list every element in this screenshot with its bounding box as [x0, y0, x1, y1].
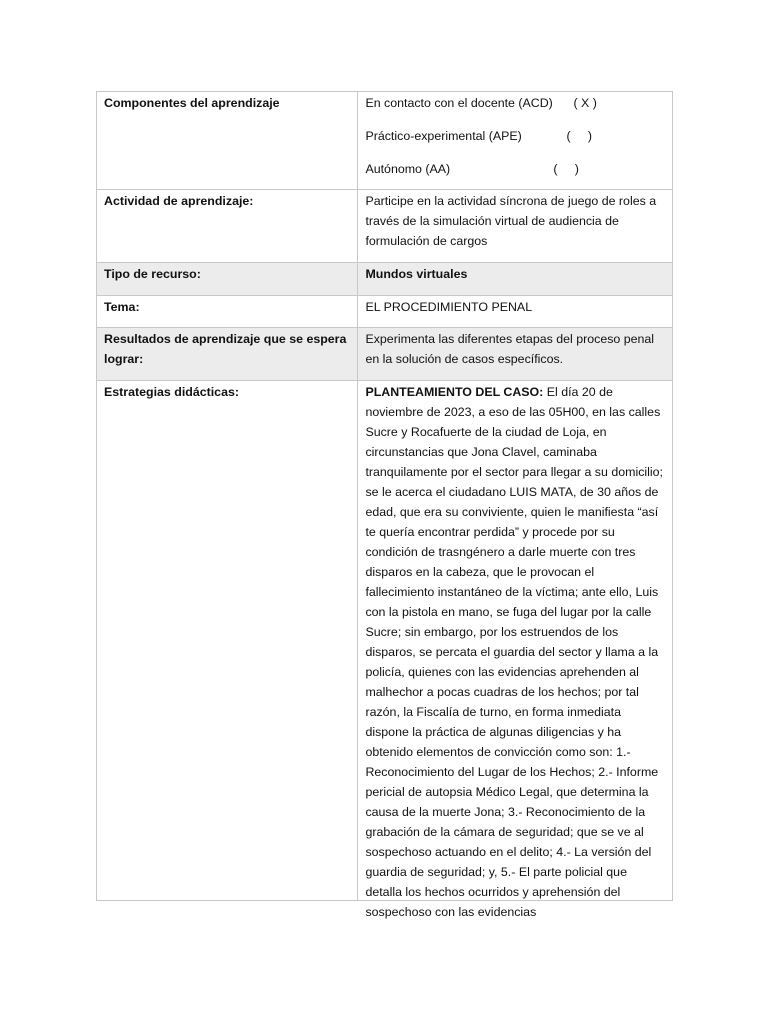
case-text-block	[365, 382, 665, 919]
option-aa: Autónomo (AA) ( )	[365, 162, 579, 176]
table-row	[97, 263, 673, 296]
learning-outcomes-value: Experimenta las diferentes etapas del proceso penal en la solución de casos específicos.	[358, 328, 673, 381]
row-label: Tipo de recurso:	[97, 263, 358, 296]
option-ape: Práctico-experimental (APE) ( )	[365, 129, 592, 143]
activity-value: Participe en la actividad síncrona de juego de roles a través de la simulación virtual de audiencia de formulación de cargos	[358, 190, 673, 263]
learning-activity-table	[96, 91, 673, 919]
resource-type-value: Mundos virtuales	[358, 263, 673, 296]
table-row	[97, 328, 673, 381]
topic-value: EL PROCEDIMIENTO PENAL	[358, 296, 673, 328]
row-label: Resultados de aprendizaje que se espera lograr:	[97, 328, 358, 381]
table-row	[97, 190, 673, 263]
table-row	[97, 92, 673, 190]
learning-components-options	[358, 92, 673, 190]
row-label: Tema:	[97, 296, 358, 328]
case-statement	[358, 381, 673, 919]
case-heading: PLANTEAMIENTO DEL CASO:	[365, 385, 544, 399]
case-body: El día 20 de noviembre de 2023, a eso de las 05H00, en las calles Sucre y Rocafuerte de la ciudad de Loja, en circunstancias que Jona Clavel, caminaba tranquilamente por el sector para llegar a su domicilio; se le acerca el ciudadano LUIS MATA, de 30 años de edad, que era su conviviente, quien le manifiesta “así te quería encontrar perdida” y procede por su condición de trasngénero a darle muerte con tres disparos en la cabeza, que le provocan el fallecimiento instantáneo de la víctima; ante ello, Luis con la pistola en mano, se fuga del lugar por la calle Sucre; sin embargo, por los estruendos de los disparos, se percata el guardia del sector y llama a la policía, quienes con las evidencias aprehenden al malhechor a pocas cuadras de los hechos; por tal razón, la Fiscalía de turno, en forma inmediata dispone la práctica de algunas diligencias y ha obtenido elementos de convicción como son: 1.- Reconocimiento del Lugar de los Hechos; 2.- Informe pericial de autopsia Médico Legal, que determina la causa de la muerte Jona; 3.- Reconocimiento de la grabación de la cámara de seguridad; que se ve al sospechoso actuando en el delito; 4.- La versión del guardia de seguridad; y, 5.- El parte policial que detalla los hechos ocurridos y aprehensión del sospechoso con las evidencias	[365, 385, 663, 919]
row-label: Estrategias didácticas:	[97, 381, 358, 901]
table-row	[97, 381, 673, 901]
row-label: Componentes del aprendizaje	[97, 92, 358, 190]
table-row	[97, 296, 673, 328]
row-label: Actividad de aprendizaje:	[97, 190, 358, 263]
option-acd: En contacto con el docente (ACD) ( X )	[365, 96, 597, 110]
